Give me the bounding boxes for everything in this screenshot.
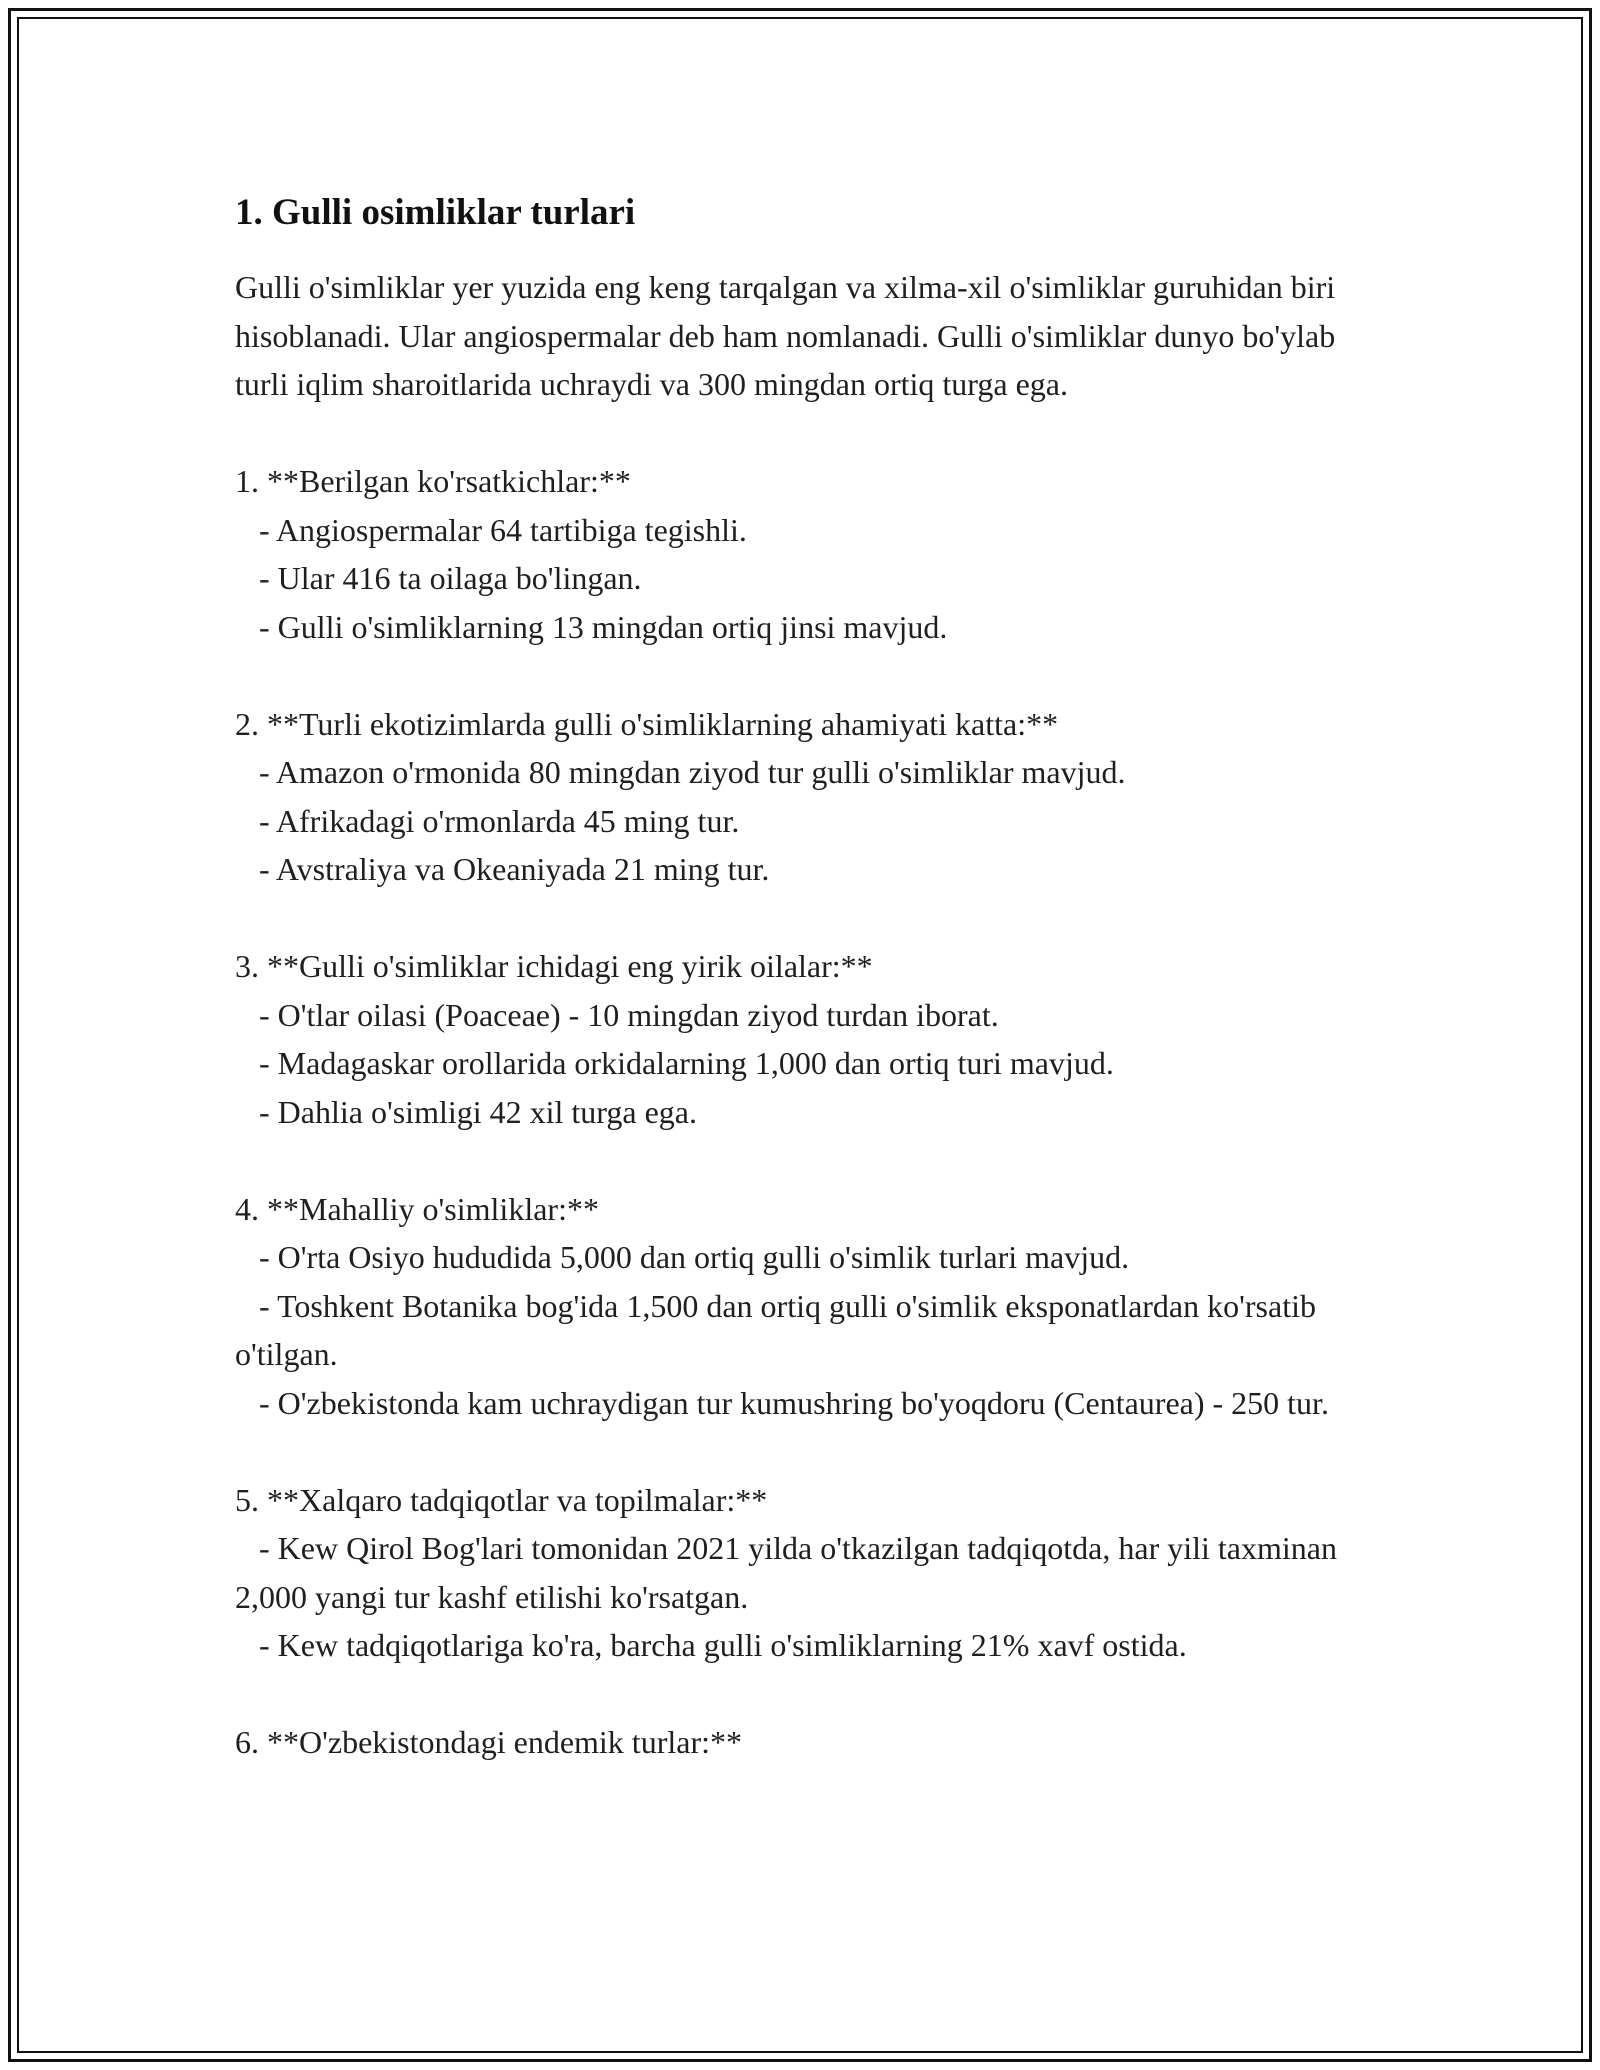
section-heading: 2. **Turli ekotizimlarda gulli o'simliklarning ahamiyati katta:** [235,705,1059,742]
intro-paragraph: Gulli o'simliklar yer yuzida eng keng tarqalgan va xilma-xil o'simliklar guruhidan biri hisoblanadi. Ular angiospermalar deb ham nomlanadi. Gulli o'simliklar dunyo bo'ylab turli iqlim sharoitlarida uchraydi va 300 mingdan ortiq turga ega. [235,269,1336,402]
document-title: 1. Gulli osimliklar turlari [235,192,636,233]
document-body [235,188,1355,1767]
list-item: - Madagaskar orollarida orkidalarning 1,000 dan ortiq turi mavjud. [235,1045,1114,1081]
list-item: - Gulli o'simliklarning 13 mingdan ortiq jinsi mavjud. [235,608,948,645]
section-1 [235,457,1355,651]
section-5 [235,1476,1355,1670]
section-heading: 6. **O'zbekistondagi endemik turlar:** [235,1724,742,1760]
section-heading: 3. **Gulli o'simliklar ichidagi eng yirik oilalar:** [235,948,873,984]
section-heading: 5. **Xalqaro tadqiqotlar va topilmalar:** [235,1481,768,1518]
list-item: - Toshkent Botanika bog'ida 1,500 dan ortiq gulli o'simlik eksponatlardan ko'rsatib o'tilgan. [235,1287,1324,1372]
section-4 [235,1185,1355,1428]
section-2 [235,700,1355,894]
list-item: - Afrikadagi o'rmonlarda 45 ming tur. [235,802,740,839]
list-item: - O'rta Osiyo hududida 5,000 dan ortiq gulli o'simlik turlari mavjud. [235,1239,1130,1275]
list-item: - Kew Qirol Bog'lari tomonidan 2021 yilda o'tkazilgan tadqiqotda, har yili taxminan 2,000 yangi tur kashf etilishi ko'rsatgan. [235,1530,1345,1615]
list-item: - Avstraliya va Okeaniyada 21 ming tur. [235,851,770,887]
section-heading: 4. **Mahalliy o'simliklar:** [235,1190,599,1227]
section-3 [235,942,1355,1136]
list-item: - Angiospermalar 64 tartibiga tegishli. [235,511,747,548]
list-item: - Ular 416 ta oilaga bo'lingan. [235,560,642,596]
section-6 [235,1718,1355,1767]
list-item: - O'zbekistonda kam uchraydigan tur kumushring bo'yoqdoru (Centaurea) - 250 tur. [235,1384,1329,1421]
section-heading: 1. **Berilgan ko'rsatkichlar:** [235,463,631,499]
list-item: - O'tlar oilasi (Poaceae) - 10 mingdan ziyod turdan iborat. [235,996,999,1033]
list-item: - Amazon o'rmonida 80 mingdan ziyod tur gulli o'simliklar mavjud. [235,754,1126,790]
list-item: - Dahlia o'simligi 42 xil turga ega. [235,1093,697,1130]
list-item: - Kew tadqiqotlariga ko'ra, barcha gulli o'simliklarning 21% xavf ostida. [235,1627,1187,1663]
